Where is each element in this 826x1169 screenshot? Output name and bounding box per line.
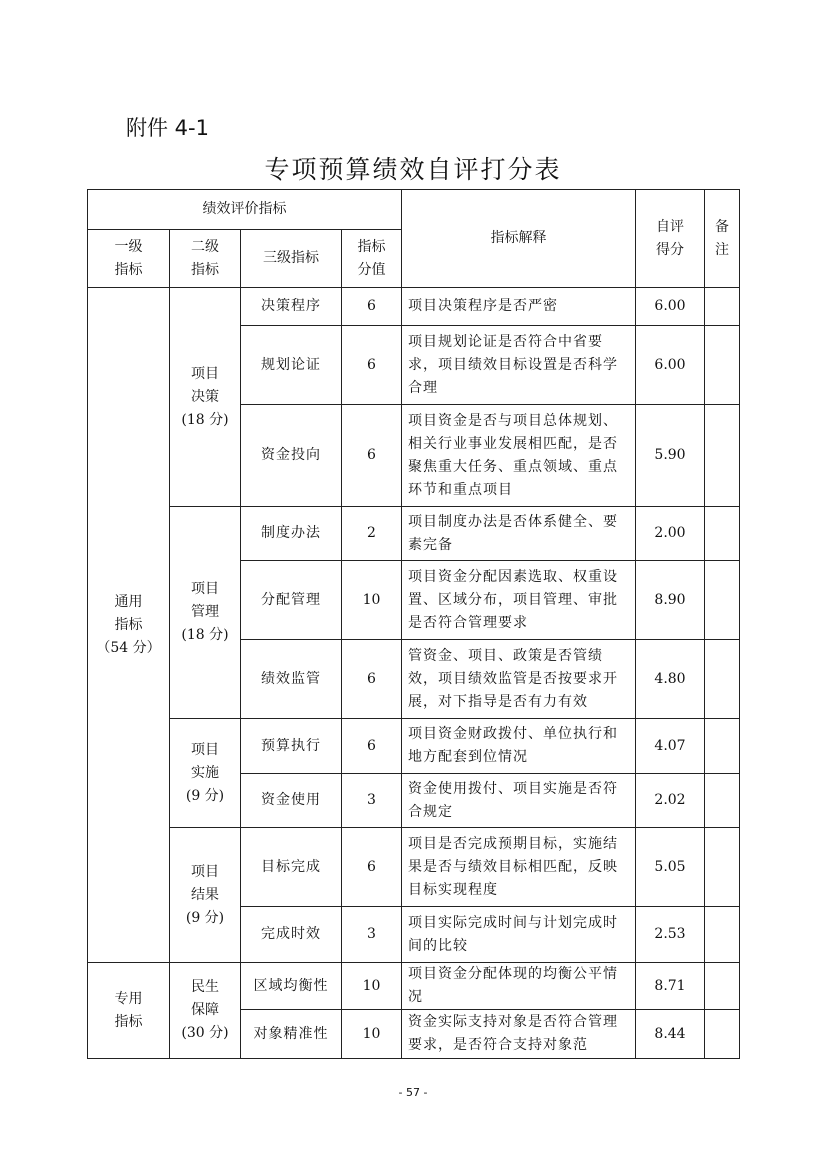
level2-line: 结果 <box>191 886 219 903</box>
header-weight-line-1: 指标 <box>357 238 386 255</box>
weight-cell: 6 <box>342 288 402 326</box>
level2-line: 保障 <box>191 1002 219 1018</box>
indicator-cell: 资金投向 <box>241 405 342 507</box>
explanation-cell: 资金实际支持对象是否符合管理要求，是否符合支持对象范 <box>402 1010 636 1059</box>
explanation-cell: 项目资金财政拨付、单位执行和地方配套到位情况 <box>402 719 636 774</box>
level1-line: 指标 <box>114 1013 143 1030</box>
score-cell: 8.90 <box>636 561 705 640</box>
explanation-cell: 项目是否完成预期目标，实施结果是否与绩效目标相匹配，反映目标实现程度 <box>402 828 636 907</box>
explanation-cell: 项目资金分配体现的均衡公平情况 <box>402 963 636 1010</box>
indicator-cell: 预算执行 <box>241 719 342 774</box>
indicator-cell: 对象精准性 <box>241 1010 342 1059</box>
indicator-cell: 目标完成 <box>241 828 342 907</box>
explanation-cell: 资金使用拨付、项目实施是否符合规定 <box>402 774 636 828</box>
score-cell: 2.02 <box>636 774 705 828</box>
level2-line: 决策 <box>191 388 219 405</box>
level2-line: 实施 <box>191 764 219 781</box>
weight-cell: 6 <box>342 828 402 907</box>
weight-cell: 10 <box>342 1010 402 1059</box>
remark-cell <box>705 907 740 963</box>
weight-cell: 10 <box>342 963 402 1010</box>
remark-cell <box>705 828 740 907</box>
weight-cell: 3 <box>342 774 402 828</box>
header-level3: 三级指标 <box>241 230 342 288</box>
header-score-line-2: 得分 <box>656 241 684 258</box>
score-table <box>87 189 740 1059</box>
header-remark-line-2: 注 <box>715 241 729 258</box>
weight-cell: 10 <box>342 561 402 640</box>
score-cell: 5.90 <box>636 405 705 507</box>
explanation-cell: 项目资金是否与项目总体规划、相关行业事业发展相匹配，是否聚焦重大任务、重点领域、重点环节和重点项目 <box>402 405 636 507</box>
level1-line: 通用 <box>114 593 143 610</box>
header-score <box>636 190 705 288</box>
header-level2-line-1: 二级 <box>191 238 219 255</box>
score-cell: 2.00 <box>636 507 705 561</box>
header-level2 <box>170 230 241 288</box>
weight-cell: 6 <box>342 640 402 719</box>
level2-line: (9 分) <box>185 909 225 926</box>
level2-line: 项目 <box>191 581 219 597</box>
score-cell: 4.07 <box>636 719 705 774</box>
header-weight <box>342 230 402 288</box>
header-indicator-group: 绩效评价指标 <box>88 190 402 230</box>
header-level2-line-2: 指标 <box>191 261 219 278</box>
header-level1-line-1: 一级 <box>114 238 143 255</box>
table-row <box>88 288 740 326</box>
score-cell: 4.80 <box>636 640 705 719</box>
indicator-cell: 绩效监管 <box>241 640 342 719</box>
level2-line: 管理 <box>191 604 219 620</box>
page-title: 专项预算绩效自评打分表 <box>264 155 562 184</box>
explanation-cell: 项目实际完成时间与计划完成时间的比较 <box>402 907 636 963</box>
level2-line: 项目 <box>191 365 219 382</box>
table-row <box>88 828 740 907</box>
remark-cell <box>705 405 740 507</box>
explanation-cell: 项目制度办法是否体系健全、要素完备 <box>402 507 636 561</box>
table-row <box>88 719 740 774</box>
level2-line: 项目 <box>191 863 219 880</box>
header-remark-line-1: 备 <box>715 218 729 235</box>
remark-cell <box>705 963 740 1010</box>
table-row <box>88 507 740 561</box>
explanation-cell: 管资金、项目、政策是否管绩效，项目绩效监管是否按要求开展，对下指导是否有力有效 <box>402 640 636 719</box>
indicator-cell: 资金使用 <box>241 774 342 828</box>
indicator-cell: 分配管理 <box>241 561 342 640</box>
remark-cell <box>705 326 740 405</box>
header-explanation: 指标解释 <box>402 190 636 288</box>
remark-cell <box>705 774 740 828</box>
header-level1-line-2: 指标 <box>114 261 143 278</box>
indicator-cell: 制度办法 <box>241 507 342 561</box>
level2-line: 项目 <box>191 741 219 758</box>
remark-cell <box>705 719 740 774</box>
header-score-line-1: 自评 <box>656 218 684 235</box>
score-cell: 8.44 <box>636 1010 705 1059</box>
header-remark <box>705 190 740 288</box>
level2-line: (30 分) <box>181 1025 229 1041</box>
level1-line: （54 分） <box>96 639 161 656</box>
indicator-cell: 决策程序 <box>241 288 342 326</box>
indicator-cell: 规划论证 <box>241 326 342 405</box>
level2-cell-implementation <box>170 719 241 828</box>
remark-cell <box>705 561 740 640</box>
score-cell: 8.71 <box>636 963 705 1010</box>
header-weight-line-2: 分值 <box>357 261 386 278</box>
level2-cell-decision <box>170 288 241 507</box>
weight-cell: 6 <box>342 405 402 507</box>
indicator-cell: 完成时效 <box>241 907 342 963</box>
level1-line: 专用 <box>114 990 143 1007</box>
score-cell: 6.00 <box>636 326 705 405</box>
explanation-cell: 项目资金分配因素选取、权重设置、区域分布，项目管理、审批是否符合管理要求 <box>402 561 636 640</box>
table-row <box>88 963 740 1010</box>
level2-line: 民生 <box>191 979 219 995</box>
remark-cell <box>705 640 740 719</box>
explanation-cell: 项目决策程序是否严密 <box>402 288 636 326</box>
attachment-label: 附件 4-1 <box>126 116 209 140</box>
score-cell: 2.53 <box>636 907 705 963</box>
weight-cell: 3 <box>342 907 402 963</box>
weight-cell: 6 <box>342 719 402 774</box>
level2-line: (18 分) <box>181 627 229 643</box>
level1-cell-special <box>88 963 170 1059</box>
weight-cell: 6 <box>342 326 402 405</box>
header-row-1 <box>88 190 740 230</box>
remark-cell <box>705 507 740 561</box>
score-cell: 6.00 <box>636 288 705 326</box>
level2-line: (18 分) <box>181 411 229 428</box>
level1-cell-general <box>88 288 170 963</box>
level1-line: 指标 <box>114 616 143 633</box>
remark-cell <box>705 288 740 326</box>
level2-cell-management <box>170 507 241 719</box>
explanation-cell: 项目规划论证是否符合中省要求，项目绩效目标设置是否科学合理 <box>402 326 636 405</box>
weight-cell: 2 <box>342 507 402 561</box>
header-level1 <box>88 230 170 288</box>
level2-cell-results <box>170 828 241 963</box>
page-number: - 57 - <box>398 1086 428 1099</box>
level2-cell-livelihood <box>170 963 241 1059</box>
score-cell: 5.05 <box>636 828 705 907</box>
indicator-cell: 区域均衡性 <box>241 963 342 1010</box>
remark-cell <box>705 1010 740 1059</box>
level2-line: (9 分) <box>185 787 225 804</box>
